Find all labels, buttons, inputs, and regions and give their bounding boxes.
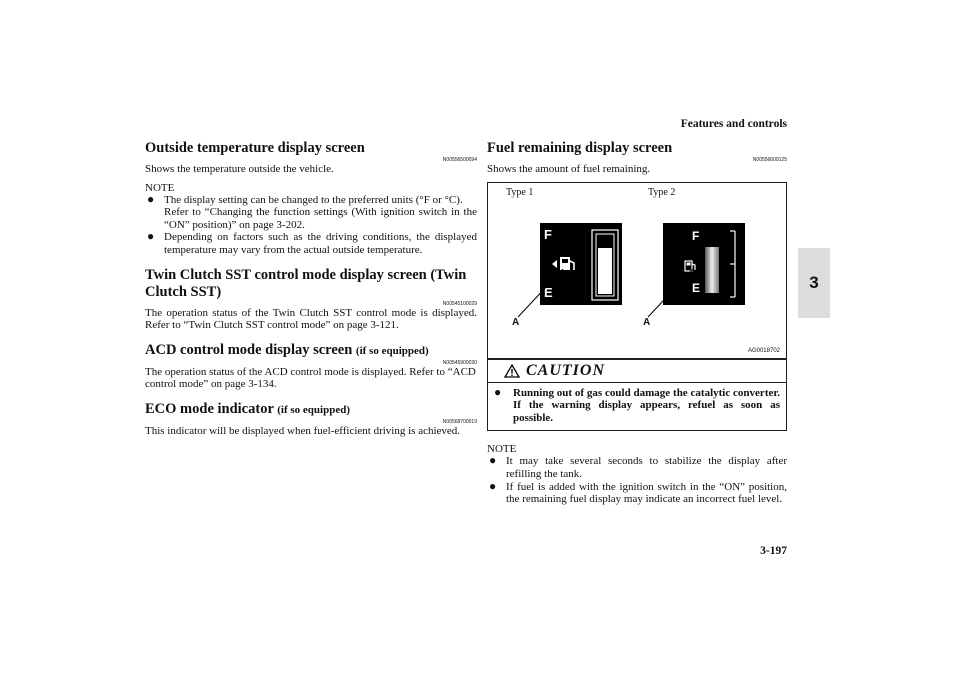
section-code: N00556600125 (752, 157, 787, 163)
figure-id: AG0018702 (747, 347, 780, 354)
note-item: ● The display setting can be changed to the preferred units (°F or °C). Refer to “Changing the function settings (With ignition switch in the “ON” position)” on page 3-202. (147, 191, 477, 231)
outside-temp-notes (145, 191, 477, 257)
empty-letter: E (544, 284, 553, 300)
note-label: NOTE (487, 443, 517, 456)
bullet-icon: ● (489, 478, 497, 493)
warning-triangle-icon (504, 364, 520, 378)
full-letter: F (544, 226, 552, 242)
eco-body: This indicator will be displayed when fuel-efficient driving is achieved. (145, 424, 461, 437)
empty-letter: E (692, 280, 701, 295)
page-number: 3-197 (760, 545, 787, 557)
type2-label: Type 2 (648, 186, 676, 198)
note-label: NOTE (145, 181, 175, 194)
twin-clutch-body: The operation status of the Twin Clutch SST control mode is displayed. Refer to “Twin Clutch SST control mode” on page 3-121. (145, 306, 477, 332)
acd-heading: ACD control mode display screen (if so equipped) (145, 341, 429, 358)
type1-label: Type 1 (506, 186, 534, 198)
section-code: N00556500094 (442, 157, 477, 163)
bullet-icon: ● (147, 229, 155, 244)
section-code: N00545100029 (442, 300, 477, 307)
fuel-notes (487, 455, 787, 505)
bullet-icon: ● (494, 384, 502, 399)
callout-a: A (512, 316, 520, 328)
outside-temp-heading: Outside temperature display screen (145, 140, 365, 156)
callout-a: A (643, 316, 651, 328)
caution-box (487, 359, 787, 432)
caution-header (488, 360, 786, 383)
fuel-body: Shows the amount of fuel remaining. (487, 163, 651, 175)
right-column (487, 140, 787, 506)
callout-leaders (488, 183, 786, 358)
note-item: ● Depending on factors such as the driving conditions, the displayed temperature may vary from the actual outside temperature. (147, 229, 477, 256)
fuel-gauge-figure (487, 182, 787, 359)
chapter-tab: 3 (798, 248, 830, 318)
full-letter: F (692, 228, 700, 243)
note-item: ● It may take several seconds to stabilize the display after refilling the tank. (489, 453, 787, 480)
bullet-icon: ● (147, 191, 155, 206)
caution-title: CAUTION (526, 361, 606, 379)
twin-clutch-heading: Twin Clutch SST control mode display screen (Twin Clutch SST) (145, 266, 467, 300)
note-item: ● If fuel is added with the ignition switch in the “ON” position, the remaining fuel display may indicate an incorrect fuel level. (489, 478, 787, 506)
section-code: N00545900030 (442, 359, 477, 366)
outside-temp-body: Shows the temperature outside the vehicle. (145, 163, 334, 175)
running-header: Features and controls (680, 118, 787, 130)
eco-heading: ECO mode indicator (if so equipped) (145, 400, 350, 417)
bullet-icon: ● (489, 453, 497, 468)
left-column (145, 140, 477, 438)
acd-body: The operation status of the ACD control mode is displayed. Refer to “ACD control mode” on page 3-134. (145, 365, 476, 391)
section-code: N00568700019 (442, 418, 477, 425)
fuel-heading: Fuel remaining display screen (487, 140, 673, 156)
caution-body (488, 383, 786, 431)
caution-item: ● Running out of gas could damage the catalytic converter. If the warning display appears, refuel as soon as possible. (494, 384, 780, 424)
